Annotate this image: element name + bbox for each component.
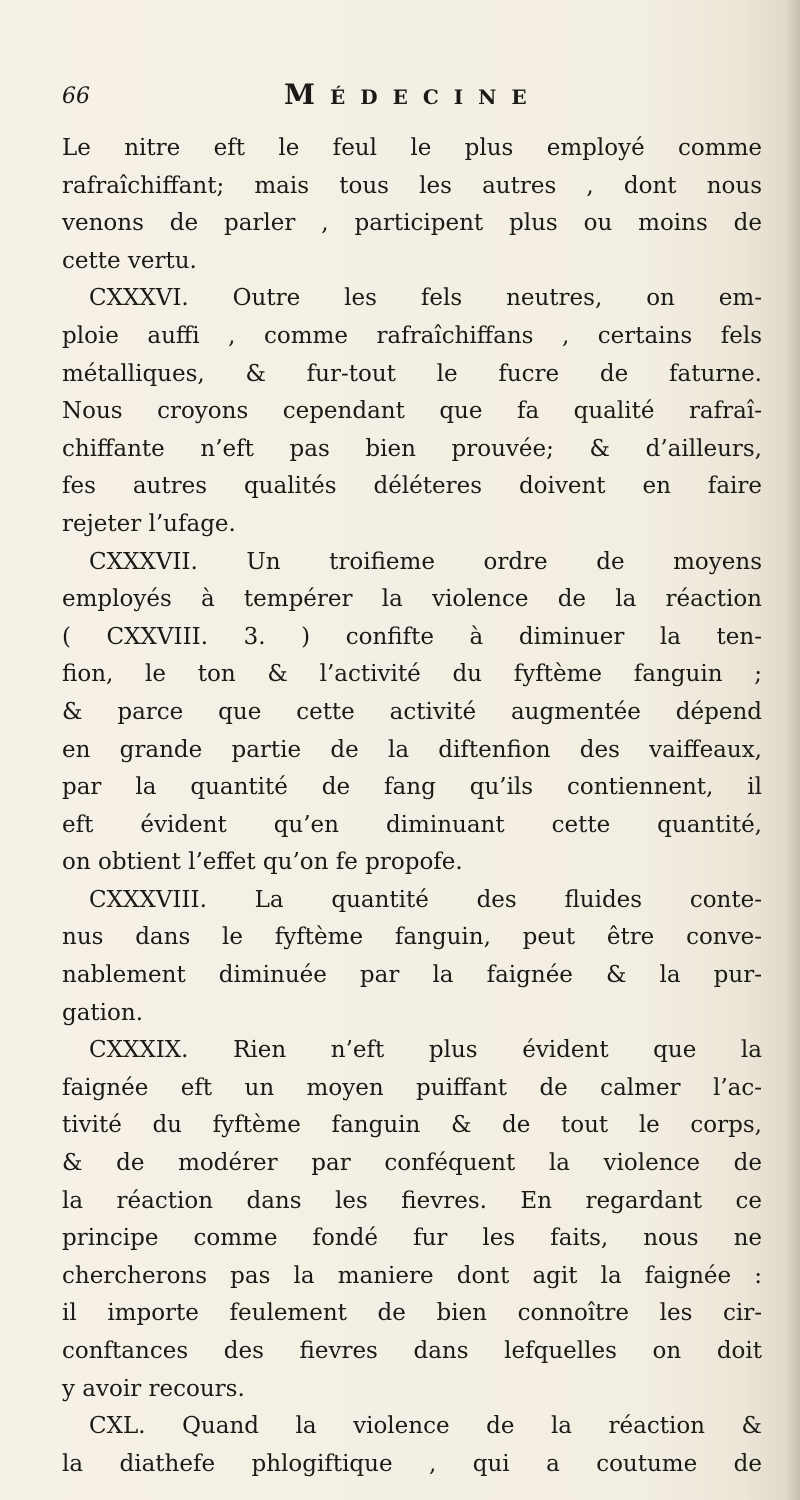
paragraph-start-cxxxvii: CXXXVII. Un troifieme ordre de moyens	[89, 548, 762, 575]
text-line: chiffante n’eft pas bien prouvée; & d’ailleurs,	[62, 435, 762, 462]
text-line: Le nitre eft le feul le plus employé comme	[62, 135, 762, 161]
text-line: ( CXXVIII. 3. ) confifte à diminuer la ten-	[62, 623, 762, 650]
text-line: conftances des fievres dans lefquelles on doit	[62, 1338, 762, 1364]
text-line: venons de parler , participent plus ou moins de	[62, 210, 762, 237]
text-line: y avoir recours.	[62, 1375, 245, 1402]
paragraph-start-cxl: CXL. Quand la violence de la réaction &	[89, 1413, 762, 1440]
page-number: 66	[62, 84, 90, 109]
text-line: employés à tempérer la violence de la réaction	[62, 586, 762, 613]
text-line: nus dans le fyftème fanguin, peut être conve-	[62, 924, 762, 951]
text-line: on obtient l’effet qu’on fe propofe.	[62, 849, 463, 876]
text-line: gation.	[62, 999, 144, 1026]
running-title: Médecine	[284, 78, 542, 111]
text-line: rafraîchiffant; mais tous les autres , dont nous	[62, 172, 762, 199]
paragraph-start-cxxxvi: CXXXVI. Outre les fels neutres, on em-	[89, 285, 762, 312]
text-line: & parce que cette activité augmentée dépend	[62, 698, 762, 725]
text-line: faignée eft un moyen puiffant de calmer l’ac-	[62, 1074, 762, 1101]
text-line: chercherons pas la maniere dont agit la faignée :	[62, 1262, 762, 1289]
text-line: il importe feulement de bien connoître les cir-	[62, 1300, 762, 1327]
page-edge-shadow	[786, 0, 800, 1500]
text-line: Nous croyons cependant que fa qualité rafraî-	[62, 398, 762, 425]
text-line: ploie auffi , comme rafraîchiffans , certains fels	[62, 322, 762, 349]
paragraph-start-cxxxix: CXXXIX. Rien n’eft plus évident que la	[89, 1037, 762, 1064]
text-line: tivité du fyftème fanguin & de tout le corps,	[62, 1112, 762, 1139]
paragraph-start-cxxxviii: CXXXVIII. La quantité des fluides conte-	[89, 886, 762, 913]
text-line: métalliques, & fur-tout le fucre de faturne.	[62, 360, 762, 387]
body-text	[62, 130, 762, 1483]
text-line: principe comme fondé fur les faits, nous ne	[62, 1225, 762, 1252]
text-line: fes autres qualités déléteres doivent en faire	[62, 473, 762, 500]
page-header	[62, 78, 702, 118]
text-line: nablement diminuée par la faignée & la pur-	[62, 962, 762, 989]
text-line: eft évident qu’en diminuant cette quantité,	[62, 811, 762, 838]
text-line: & de modérer par conféquent la violence de	[62, 1150, 762, 1177]
text-line: par la quantité de fang qu’ils contiennent, il	[62, 774, 762, 801]
text-line: fion, le ton & l’activité du fyftème fanguin ;	[62, 661, 762, 688]
text-line: en grande partie de la diftenfion des vaiffeaux,	[62, 736, 762, 763]
text-line: la réaction dans les fievres. En regardant ce	[62, 1187, 762, 1214]
text-line: la diathefe phlogiftique , qui a coutume de	[62, 1450, 762, 1477]
text-line: rejeter l’ufage.	[62, 510, 236, 537]
text-line: cette vertu.	[62, 247, 197, 274]
